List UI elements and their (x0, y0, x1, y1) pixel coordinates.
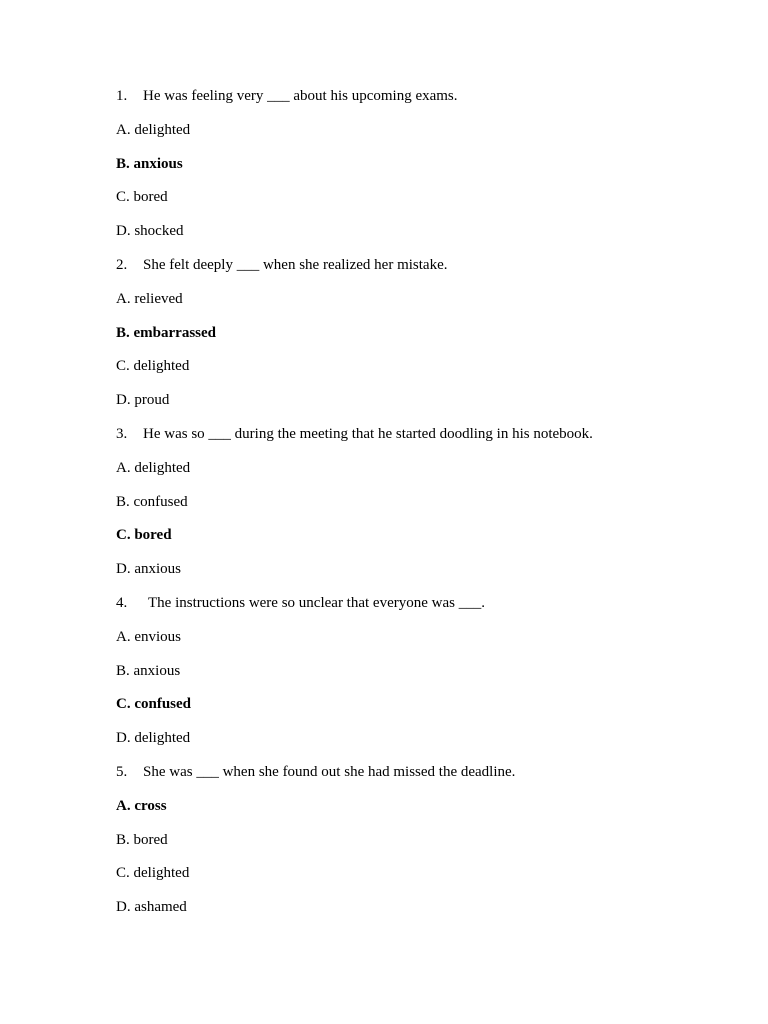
question-1 (116, 85, 716, 119)
question-2 (116, 254, 716, 288)
option-4c-answer: C. confused (116, 696, 192, 713)
question-number: 3. (116, 425, 128, 442)
option-4d: D. delighted (116, 730, 191, 747)
option-4a: A. envious (116, 628, 181, 645)
option-2c: C. delighted (116, 358, 190, 375)
option-1c: C. bored (116, 189, 168, 206)
option-5c: C. delighted (116, 865, 190, 882)
question-text: The instructions were so unclear that everyone was ___. (148, 594, 485, 611)
option-5d: D. ashamed (116, 899, 187, 916)
option-5a-answer: A. cross (116, 797, 167, 814)
question-text: She was ___ when she found out she had missed the deadline. (143, 763, 516, 780)
option-3b: B. confused (116, 493, 188, 510)
question-number: 2. (116, 256, 128, 273)
option-1d: D. shocked (116, 223, 184, 240)
option-2a: A. relieved (116, 290, 183, 307)
option-1a: A. delighted (116, 121, 191, 138)
question-3 (116, 423, 716, 457)
option-3d: D. anxious (116, 561, 181, 578)
quiz-content (116, 85, 716, 930)
question-5 (116, 761, 716, 795)
question-text: He was so ___ during the meeting that he started doodling in his notebook. (143, 425, 593, 442)
option-1b-answer: B. anxious (116, 155, 183, 172)
option-3c-answer: C. bored (116, 527, 172, 544)
option-2b-answer: B. embarrassed (116, 324, 216, 341)
option-3a: A. delighted (116, 459, 191, 476)
question-text: She felt deeply ___ when she realized her mistake. (143, 256, 448, 273)
question-number: 1. (116, 88, 128, 104)
question-number: 5. (116, 763, 128, 780)
option-4b: B. anxious (116, 662, 181, 679)
question-number: 4. (116, 594, 128, 611)
option-2d: D. proud (116, 392, 170, 409)
option-5b: B. bored (116, 831, 168, 848)
question-text: He was feeling very ___ about his upcoming exams. (143, 88, 458, 104)
question-4 (116, 592, 716, 626)
